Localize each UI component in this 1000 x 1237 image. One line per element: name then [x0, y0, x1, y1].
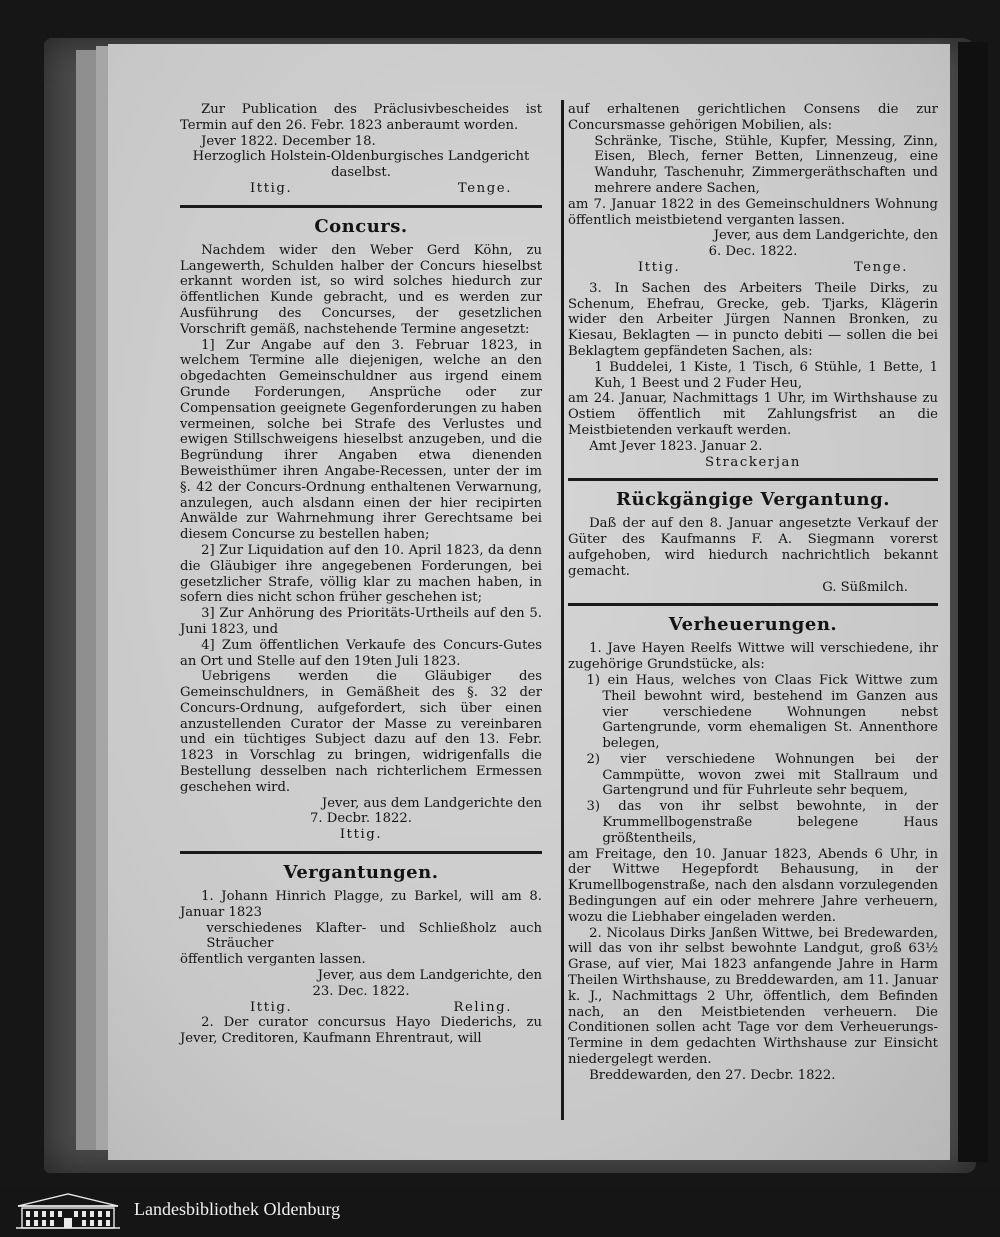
paragraph: 3] Zur Anhörung des Prioritäts-Urtheils auf den 5. Juni 1823, und	[180, 606, 542, 637]
paragraph: Schränke, Tische, Stühle, Kupfer, Messing, Zinn, Eisen, Blech, ferner Betten, Linnenzeug, eine Wanduhr, Taschenuhr, Zimmergeräthschaften und mehrere andere Sachen,	[594, 133, 938, 196]
place-line: Jever, aus dem Landgerichte, den	[317, 968, 542, 984]
column-divider	[561, 100, 564, 1120]
library-footer-bar	[0, 1185, 1000, 1237]
list-item: 3) das von ihr selbst bewohnte, in der Krummellbogenstraße belegene Haus größtentheils,	[586, 799, 938, 846]
place-line: Jever, aus dem Landgerichte den	[321, 795, 542, 811]
section-heading-rueckgaengige-vergantung: Rückgängige Vergantung.	[616, 489, 890, 511]
paragraph: 2. Nicolaus Dirks Janßen Wittwe, bei Bredewarden, will das von ihr selbst bewohnte Landgut, groß 63½ Grase, auf vier, Mai 1823 anfangende Jahre in Harm Theilen Wirthshause, zu Breddewarden, am 11. Januar k. J., Nachmittags 2 Uhr, öffentlich, dem Befinden nach, an den Meistbietenden verheuern. Die Conditionen sollen acht Tage vor dem Verheuerungs-Termine in dem gedachten Wirthshause zur Einsicht niedergelegt werden.	[568, 925, 938, 1068]
section-rule	[568, 603, 938, 606]
right-column	[568, 102, 938, 1084]
date-line: 7. Decbr. 1822.	[310, 811, 412, 827]
paragraph: auf erhaltenen gerichtlichen Consens die zur Concursmasse gehörigen Mobilien, als:	[568, 102, 938, 133]
paragraph: öffentlich verganten lassen.	[180, 952, 366, 968]
paragraph: Uebrigens werden die Gläubiger des Gemeinschuldners, in Gemäßheit des §. 32 der Concurs-Ordnung, aufgefordert, sich über einen anzustellenden Curator der Masse zu vereinbaren und ein tüchtiges Subject dazu auf den 13. Febr. 1823 in Vorschlag zu bringen, widrigenfalls die Bestellung desselben nach richterlichem Ermessen geschehen wird.	[180, 669, 542, 795]
list-item: 1) ein Haus, welches von Claas Fick Wittwe zum Theil bewohnt wird, bestehend im Ganzen aus vier verschiedene Wohnungen nebst Gartengrunde, vorm ehemaligen St. Annenthore belegen,	[586, 672, 938, 752]
signature: Tenge.	[457, 180, 512, 196]
date-line: 23. Dec. 1822.	[312, 983, 410, 999]
signature: Ittig.	[250, 180, 293, 196]
intro-date: Jever 1822. December 18.	[201, 133, 376, 149]
paragraph: 4] Zum öffentlichen Verkaufe des Concurs-Gutes an Ort und Stelle auf den 19ten Juli 1823.	[180, 637, 542, 669]
newspaper-page	[108, 44, 950, 1160]
place-line: Breddewarden, den 27. Decbr. 1822.	[589, 1067, 836, 1083]
court-name: Herzoglich Holstein-Oldenburgisches Landgericht daselbst.	[192, 149, 530, 181]
signature: Ittig.	[250, 999, 293, 1015]
paragraph: 2. Der curator concursus Hayo Diederichs, zu Jever, Creditoren, Kaufmann Ehrentraut, will	[180, 1015, 542, 1047]
paragraph: am 7. Januar 1822 in des Gemeinschuldners Wohnung öffentlich meistbietend verganten lassen.	[568, 196, 938, 228]
paragraph: 1] Zur Angabe auf den 3. Februar 1823, in welchem Termine alle diejenigen, welche an den obgedachten Gemeinschuldner aus irgend einem Grunde Forderungen, Ansprüche oder zur Compensation geeignete Gegenforderungen zu haben vermeinen, solche bei Strafe des Verlustes und ewigen Stillschweigens hieselbst anzugeben, und die Begründung ihrer Angaben etwa dienenden Beweisthümer ihren Angabe-Recessen, unter der im §. 42 der Concurs-Ordnung enthaltenen Verwarnung, anzulegen, auch alsdann einen der hier recipirten Anwälde zur Wahrnehmung ihrer Gerechtsame bei diesem Concurse zu bestellen haben;	[180, 337, 542, 543]
signature: Reling.	[453, 999, 512, 1015]
left-column	[180, 102, 542, 1047]
signature: Ittig.	[339, 827, 383, 843]
library-name: Landesbibliothek Oldenburg	[134, 1199, 341, 1219]
section-heading-vergantungen: Vergantungen.	[283, 862, 439, 884]
signature: G. Süßmilch.	[822, 579, 908, 595]
paragraph: 1. Jave Hayen Reelfs Wittwe will verschiedene, ihr zugehörige Grundstücke, als:	[568, 641, 938, 673]
signature-row	[180, 181, 542, 197]
book-spine-shadow	[958, 42, 988, 1162]
section-heading-verheuerungen: Verheuerungen.	[668, 614, 838, 636]
paragraph: 2] Zur Liquidation auf den 10. April 1823, da denn die Gläubiger ihre angegebenen Forderungen, bei gesetzlicher Strafe, völlig klar zu machen haben, in sofern dies nicht schon früher geschehen ist;	[180, 542, 542, 606]
place-line: Jever, aus dem Landgerichte, den	[713, 228, 938, 244]
section-heading-concurs: Concurs.	[314, 215, 408, 237]
signature: Strackerjan	[704, 454, 802, 470]
signature: Ittig.	[638, 259, 681, 275]
library-building-icon	[14, 1192, 122, 1230]
section-rule	[180, 851, 542, 854]
paragraph: 3. In Sachen des Arbeiters Theile Dirks, zu Schenum, Ehefrau, Grecke, geb. Tjarks, Klägerin wider den Arbeiter Jürgen Nannen Bronken, zu Kiesau, Beklagten — in puncto debiti — sollen die bei Beklagtem gepfändeten Sachen, als:	[568, 280, 938, 359]
date-line: 6. Dec. 1822.	[708, 244, 798, 260]
paragraph: Nachdem wider den Weber Gerd Köhn, zu Langewerth, Schulden halber der Concurs hieselbst erkannt worden ist, so wird solches hiedurch zur öffentlichen Kunde gebracht, und es werden zur Ausführung des Concurses, der gesetzlichen Vorschrift gemäß, nachstehende Termine angesetzt:	[180, 242, 542, 337]
paragraph: am 24. Januar, Nachmittags 1 Uhr, im Wirthshause zu Ostiem öffentlich mit Zahlungsfrist an die Meistbietenden verkauft werden.	[568, 391, 938, 438]
paragraph: 1 Buddelei, 1 Kiste, 1 Tisch, 6 Stühle, 1 Bette, 1 Kuh, 1 Beest und 2 Fuder Heu,	[594, 359, 938, 391]
paragraph: 1. Johann Hinrich Plagge, zu Barkel, will am 8. Januar 1823	[180, 889, 542, 920]
signature-row	[568, 260, 938, 276]
paragraph: am Freitage, den 10. Januar 1823, Abends 6 Uhr, in der Wittwe Hegepfordt Behausung, in der Krumellbogenstraße, nach den alsdann vorzulegenden Bedingungen auf ein oder mehrere Jahre verheuern, wozu die Liebhaber eingeladen werden.	[568, 846, 938, 925]
place-line: Amt Jever 1823. Januar 2.	[589, 438, 763, 454]
signature: Tenge.	[853, 259, 908, 275]
section-rule	[180, 205, 542, 208]
list-item: 2) vier verschiedene Wohnungen bei der Cammpütte, wovon zwei mit Stallraum und Gartengrund und für Fuhrleute sehr bequem,	[586, 751, 938, 799]
section-rule	[568, 478, 938, 481]
paragraph: Daß der auf den 8. Januar angesetzte Verkauf der Güter des Kaufmanns F. A. Siegmann vorerst aufgehoben, wird hiedurch nachrichtlich bekannt gemacht.	[568, 516, 938, 579]
intro-text: Zur Publication des Präclusivbescheides ist Termin auf den 26. Febr. 1823 anberaumt worden.	[180, 102, 542, 133]
signature-row	[180, 1000, 542, 1016]
paragraph: verschiedenes Klafter- und Schließholz auch Sträucher	[206, 920, 542, 952]
